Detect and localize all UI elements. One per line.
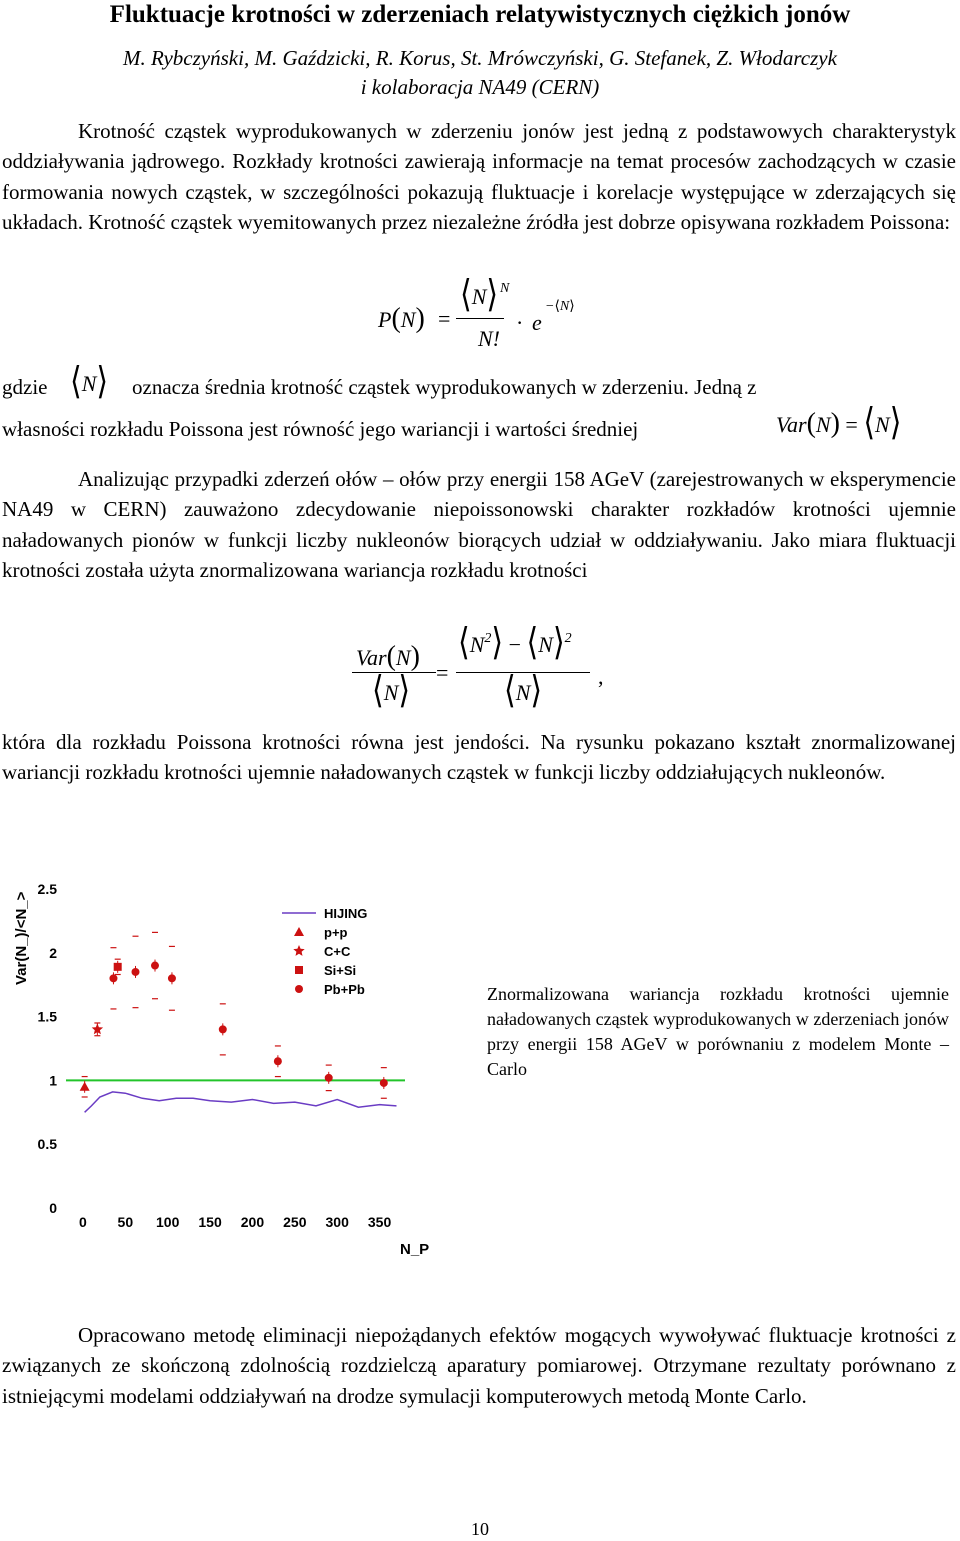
- paragraph-poisson-unity: która dla rozkładu Poissona krotności równa jest jendości. Na rysunku pokazano kształt znormalizowanej wariancji rozkładu krotności ujemnie naładowanych cząstek w funkcji liczby oddziałujących nukleonów.: [2, 730, 956, 785]
- x-tick-label: 100: [156, 1214, 180, 1230]
- legend-swatch-c-c: [293, 945, 304, 956]
- paragraph-intro: Krotność cząstek wyprodukowanych w zderzeniu jonów jest jedną z podstawowych charakterystyk oddziaływania jądrowego. Rozkłady krotności zawierają informacje na temat procesów zachodzących w czasie formowania nowych cząstek, w szczególności pokazują fluktuacje i korelacje występujące w zderzających się układach. Krotność cząstek wyemitowanych przez niezależne źródła jest dobrze opisywana rozkładem Poissona:: [2, 119, 956, 235]
- data-point-p-p: [80, 1082, 90, 1091]
- word-gdzie: gdzie: [2, 375, 48, 399]
- legend-label: HIJING: [324, 906, 368, 921]
- data-point-pb-pb: [380, 1079, 388, 1087]
- x-tick-label: 350: [367, 1214, 392, 1230]
- authors: [0, 44, 960, 102]
- formula-exponent-n: N: [500, 281, 510, 296]
- y-tick-label: 0.5: [37, 1136, 57, 1153]
- nv-equals: =: [436, 660, 449, 685]
- mean-n-symbol: ⟨N⟩: [70, 360, 109, 402]
- paragraph-conclusion: Opracowano metodę eliminacji niepożądanych efektów mogących wywoływać fluktuacje krotności z związanych ze skończoną zdolnością rozdzielczą aparatury pomiarowej. Otrzymane rezultaty porównano z istniejącymi modelami oddziaływań na drodze symulacji komputerowych metodą Monte Carlo.: [2, 1323, 956, 1408]
- y-tick-label: 2: [49, 944, 57, 961]
- data-point-pb-pb: [219, 1025, 227, 1033]
- x-axis-label: N_P: [400, 1241, 430, 1258]
- legend-swatch-si-si: [295, 966, 303, 974]
- nv-comma: ,: [598, 664, 604, 689]
- authors-line-1: M. Rybczyński, M. Gaździcki, R. Korus, St. Mrówczyński, G. Stefanek, Z. Włodarczyk: [123, 46, 837, 70]
- page-number: 10: [471, 1519, 489, 1539]
- series-line-hijing: [85, 1092, 397, 1112]
- chart-axes: [13, 881, 429, 1258]
- data-point-pb-pb: [325, 1074, 333, 1082]
- formula-denominator: N!: [478, 326, 500, 351]
- nv-right-numerator: $⟨N^2⟩$ − ⟨N⟩$^2$: [458, 621, 572, 663]
- y-tick-label: 1.5: [37, 1008, 57, 1025]
- chart-legend: [282, 906, 367, 997]
- y-tick-label: 0: [49, 1200, 57, 1216]
- formula-numerator: ⟨N⟩: [460, 273, 499, 315]
- y-axis-label: Var(N_)/<N_>: [13, 891, 30, 985]
- formula-e: e: [532, 310, 542, 335]
- y-tick-label: 2.5: [37, 881, 57, 897]
- formula-dot: ·: [516, 310, 524, 335]
- data-point-si-si: [114, 963, 122, 971]
- data-point-pb-pb: [109, 974, 117, 982]
- legend-label: Si+Si: [324, 963, 357, 978]
- formula-equals: =: [438, 306, 451, 331]
- paper-title: Fluktuacje krotności w zderzeniach relatywistycznych ciężkich jonów: [109, 1, 851, 28]
- legend-label: C+C: [324, 944, 351, 959]
- figure-caption: Znormalizowana wariancja rozkładu krotności ujemnie naładowanych cząstek wyprodukowanych w zderzeniach jonów przy energii 158 AGeV w porównaniu z modelem Monte – Carlo: [487, 984, 949, 1079]
- x-tick-label: 300: [325, 1214, 349, 1230]
- paragraph-gdzie-text: oznacza średnia krotność cząstek wyprodukowanych w zderzeniu. Jedną z: [132, 375, 757, 399]
- y-tick-label: 1: [49, 1072, 57, 1089]
- legend-label: Pb+Pb: [324, 982, 365, 997]
- x-tick-label: 0: [79, 1214, 87, 1230]
- legend-swatch-pb-pb: [295, 985, 303, 993]
- x-tick-label: 150: [198, 1214, 222, 1230]
- nv-left-denominator: ⟨N⟩: [372, 669, 411, 711]
- nv-var-n: Var(N): [356, 641, 420, 672]
- chart-lines: [66, 1080, 405, 1112]
- legend-label: p+p: [324, 925, 348, 940]
- data-point-pb-pb: [168, 974, 176, 982]
- paragraph-analysis: Analizując przypadki zderzeń ołów – ołów przy energii 158 AGeV (zarejestrowanych w eksperymencie NA49 w CERN) zauważono zdecydowanie niepoissonowski charakter rozkładów krotności ujemnie naładowanych pionów w funkcji liczby nukleonów biorących udział w oddziaływaniu. Jako miara fluktuacji krotności została użyta znormalizowana wariancja rozkładu krotności: [2, 467, 956, 583]
- x-tick-label: 250: [283, 1214, 307, 1230]
- formula-exponent-mean: −⟨N⟩: [545, 299, 575, 314]
- legend-swatch-p-p: [294, 927, 304, 936]
- data-point-pb-pb: [131, 968, 139, 976]
- data-point-pb-pb: [151, 962, 159, 970]
- formula-p-of-n: P(N): [378, 303, 425, 334]
- x-tick-label: 50: [117, 1214, 134, 1230]
- fraction-line: [456, 318, 504, 319]
- nv-left-fraction-line: [352, 672, 436, 673]
- variance-equality: Var(N) = ⟨N⟩: [776, 401, 902, 443]
- paragraph-variance-line: własności rozkładu Poissona jest równość jego wariancji i wartości średniej: [2, 417, 639, 441]
- data-point-pb-pb: [274, 1057, 282, 1065]
- x-tick-label: 200: [240, 1214, 265, 1230]
- authors-line-2: i kolaboracja NA49 (CERN): [360, 75, 600, 99]
- nv-right-denominator: ⟨N⟩: [504, 669, 543, 711]
- variance-chart: [0, 870, 470, 1270]
- nv-right-fraction-line: [456, 672, 590, 673]
